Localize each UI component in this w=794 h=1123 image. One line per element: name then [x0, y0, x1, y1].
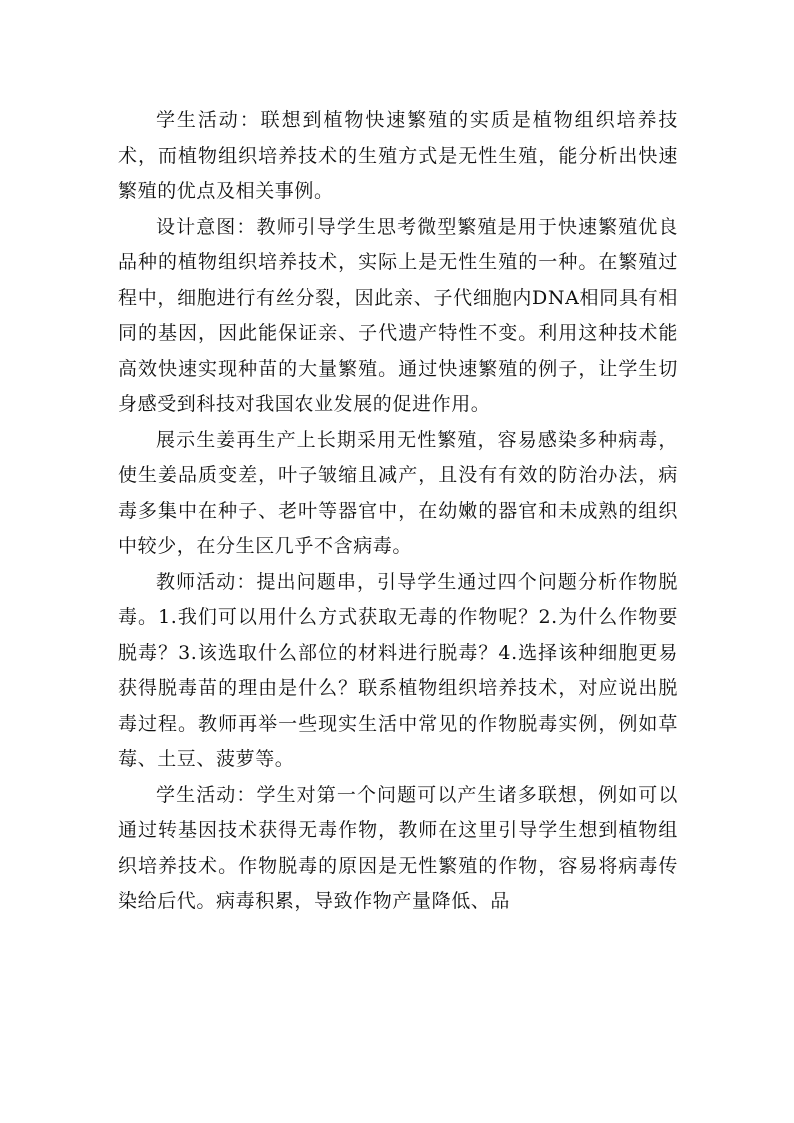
document-body [118, 103, 678, 920]
paragraph-teacher-activity: 教师活动：提出问题串，引导学生通过四个问题分析作物脱毒。1.我们可以用什么方式获取无毒的作物呢？2.为什么作物要脱毒？3.该选取什么部位的材料进行脱毒？4.选择该种细胞更易获得脱毒苗的理由是什么？联系植物组织培养技术，对应说出脱毒过程。教师再举一些现实生活中常见的作物脱毒实例，例如草莓、土豆、菠萝等。 [118, 570, 678, 770]
paragraph-ginger-example: 展示生姜再生产上长期采用无性繁殖，容易感染多种病毒，使生姜品质变差，叶子皱缩且减产，且没有有效的防治办法，病毒多集中在种子、老叶等器官中，在幼嫩的器官和未成熟的组织中较少，在分生区几乎不含病毒。 [118, 428, 678, 557]
paragraph-student-activity-1: 学生活动：联想到植物快速繁殖的实质是植物组织培养技术，而植物组织培养技术的生殖方式是无性生殖，能分析出快速繁殖的优点及相关事例。 [118, 109, 678, 202]
paragraph-design-intent: 设计意图：教师引导学生思考微型繁殖是用于快速繁殖优良品种的植物组织培养技术，实际上是无性生殖的一种。在繁殖过程中，细胞进行有丝分裂，因此亲、子代细胞内DNA相同具有相同的基因，因此能保证亲、子代遗产特性不变。利用这种技术能高效快速实现种苗的大量繁殖。通过快速繁殖的例子，让学生切身感受到科技对我国农业发展的促进作用。 [118, 215, 678, 415]
paragraph-student-activity-2: 学生活动：学生对第一个问题可以产生诸多联想，例如可以通过转基因技术获得无毒作物，教师在这里引导学生想到植物组织培养技术。作物脱毒的原因是无性繁殖的作物，容易将病毒传染给后代。病毒积累，导致作物产量降低、品 [118, 783, 678, 912]
